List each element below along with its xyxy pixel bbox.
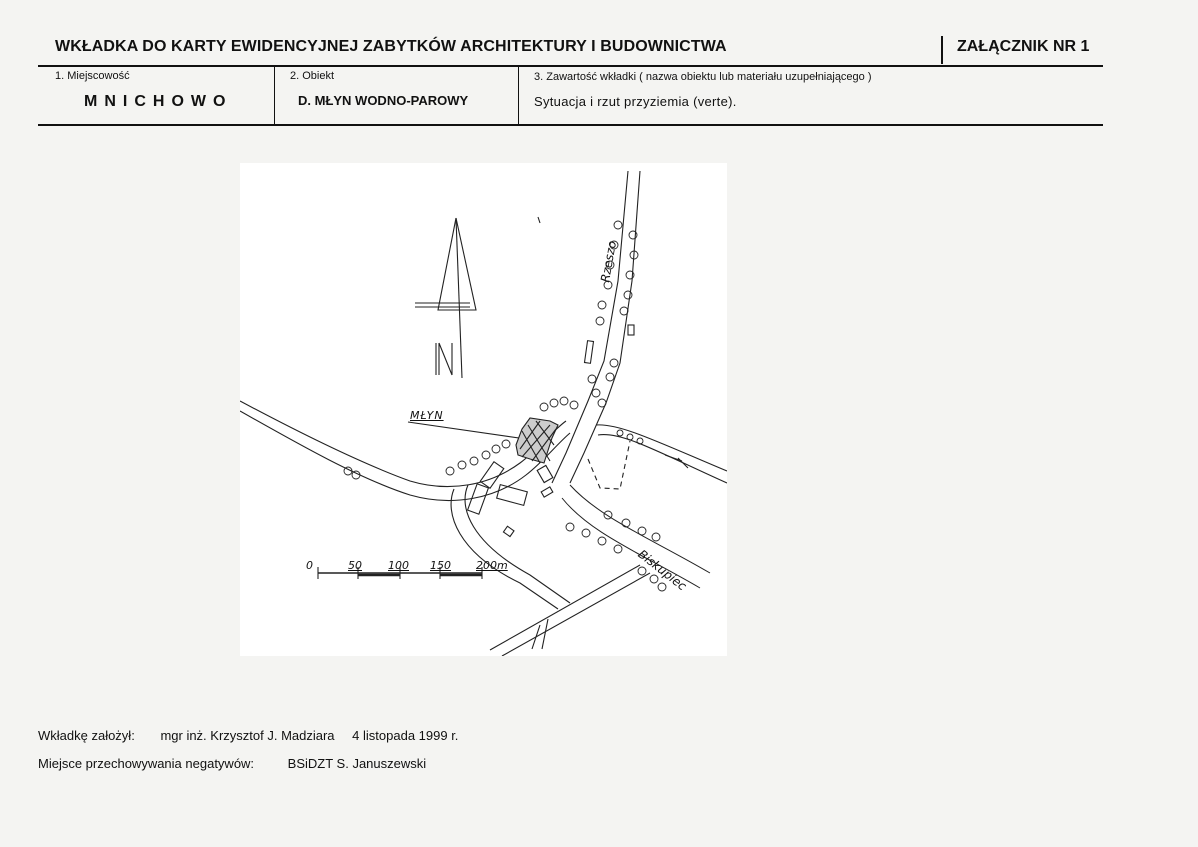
founded-label: Wkładkę założył: <box>38 728 135 743</box>
road-label-north: Rzeszo <box>598 239 620 284</box>
negatives-value: BSiDZT S. Januszewski <box>287 756 427 771</box>
object-label: 2. Obiekt <box>290 70 335 82</box>
site-map <box>240 163 727 656</box>
object-value: D. MŁYN WODNO-PAROWY <box>298 93 469 108</box>
road-label-south: Biskupiec <box>635 547 690 594</box>
appendix-number: ZAŁĄCZNIK NR 1 <box>957 38 1090 55</box>
scale-label-200: 200m <box>476 559 508 572</box>
founded-row <box>38 728 458 743</box>
mill-buildings <box>468 325 634 537</box>
scale-label-150: 150 <box>430 559 451 572</box>
scale-label-100: 100 <box>388 559 409 572</box>
content-value: Sytuacja i rzut przyziemia (verte). <box>534 94 737 109</box>
locality-value: MNICHOWO <box>84 93 233 110</box>
mill-label: MŁYN <box>410 409 444 422</box>
page-title: WKŁADKA DO KARTY EWIDENCYJNEJ ZABYTKÓW ARCHITEKTURY I BUDOWNICTWA <box>55 38 727 55</box>
scale-label-50: 50 <box>348 559 362 572</box>
founded-by: mgr inż. Krzysztof J. Madziara <box>160 728 335 743</box>
scale-label-0: 0 <box>306 559 313 572</box>
negatives-label: Miejsce przechowywania negatywów: <box>38 756 255 771</box>
content-label: 3. Zawartość wkładki ( nazwa obiektu lub materiału uzupełniającego ) <box>534 71 872 83</box>
header-top-rule <box>38 65 1103 67</box>
title-divider <box>941 36 943 64</box>
field-divider-1 <box>274 66 275 124</box>
locality-label: 1. Miejscowość <box>55 70 130 82</box>
founded-date: 4 listopada 1999 r. <box>352 728 459 743</box>
header-bottom-rule <box>38 124 1103 126</box>
negatives-row <box>38 756 426 771</box>
field-divider-2 <box>518 66 519 124</box>
north-arrow-icon <box>415 218 476 378</box>
trees <box>344 221 666 591</box>
